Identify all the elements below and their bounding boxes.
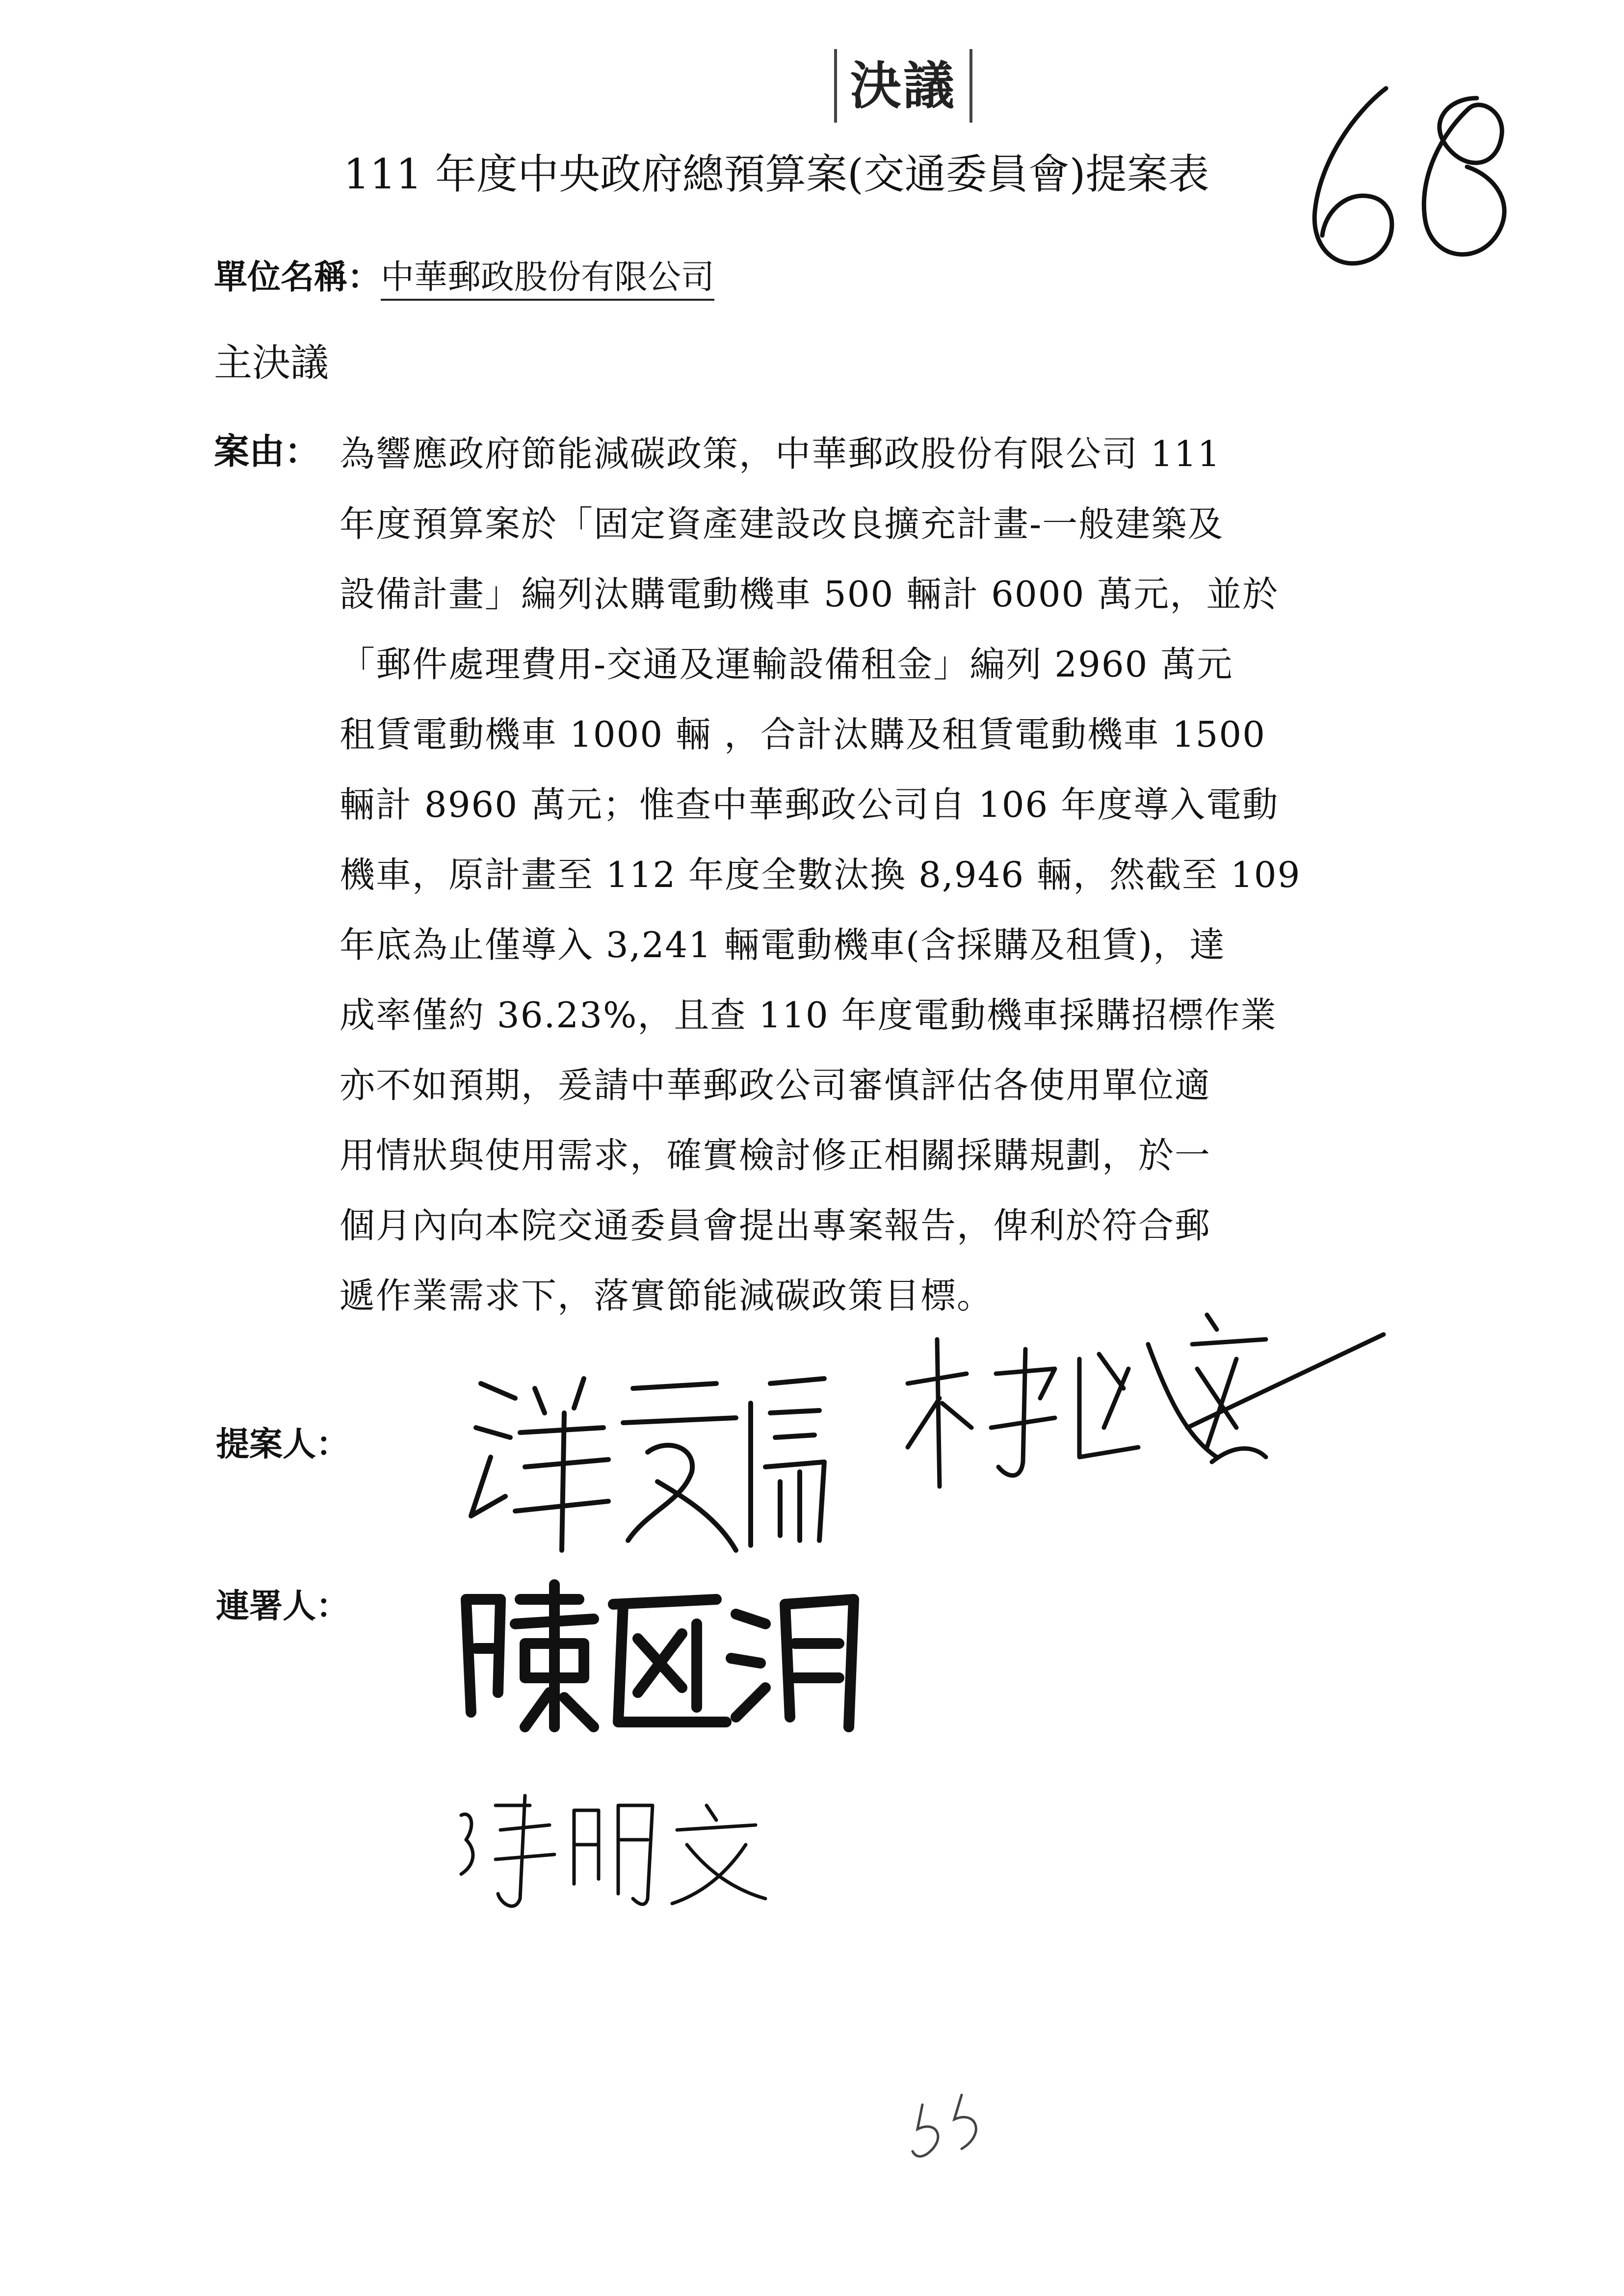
cosigner-signature-1 (451, 1570, 873, 1747)
case-line: 成率僅約 36.23%，且查 110 年度電動機車採購招標作業 (340, 994, 1277, 1036)
case-line: 「郵件處理費用-交通及運輸設備租金」編列 2960 萬元 (340, 644, 1233, 685)
case-line: 設備計畫」編列汰購電動機車 500 輛計 6000 萬元，並於 (340, 574, 1279, 615)
case-line: 機車，原計畫至 112 年度全數汰換 8,946 輛，然截至 109 (340, 854, 1301, 895)
case-line: 輛計 8960 萬元；惟查中華郵政公司自 106 年度導入電動 (340, 784, 1279, 825)
unit-row (214, 255, 714, 300)
cosigner-signature-2 (451, 1776, 805, 1923)
case-body (340, 429, 1419, 1341)
proposer-label: 提案人： (216, 1425, 350, 1464)
proposer-signature-1 (461, 1354, 834, 1570)
case-line: 用情狀與使用需求，確實檢討修正相關採購規劃，於一 (340, 1135, 1211, 1176)
case-line: 租賃電動機車 1000 輛 ，合計汰購及租賃電動機車 1500 (340, 714, 1266, 755)
case-label: 案由： (214, 430, 320, 472)
case-line: 亦不如預期，爰請中華郵政公司審慎評估各使用單位適 (340, 1065, 1211, 1106)
resolution-stamp: 決議 (834, 49, 972, 123)
case-line: 遞作業需求下，落實節能減碳政策目標。 (340, 1275, 994, 1316)
case-line: 個月內向本院交通委員會提出專案報告，俾利於符合郵 (340, 1205, 1211, 1246)
document-title: 111 年度中央政府總預算案(交通委員會)提案表 (343, 150, 1209, 198)
handwritten-mark (908, 2085, 1006, 2173)
cosigner-label: 連署人： (216, 1587, 350, 1626)
unit-label: 單位名稱： (214, 258, 381, 297)
unit-value: 中華郵政股份有限公司 (381, 258, 714, 301)
handwritten-page-number (1300, 78, 1536, 285)
case-line: 為響應政府節能減碳政策，中華郵政股份有限公司 111 (340, 433, 1221, 474)
case-line: 年底為止僅導入 3,241 輛電動機車(含採購及租賃)，達 (340, 924, 1226, 965)
case-line: 年度預算案於「固定資產建設改良擴充計畫-一般建築及 (340, 503, 1224, 545)
resolution-heading: 主決議 (214, 341, 329, 385)
proposer-signature-2 (893, 1300, 1393, 1506)
